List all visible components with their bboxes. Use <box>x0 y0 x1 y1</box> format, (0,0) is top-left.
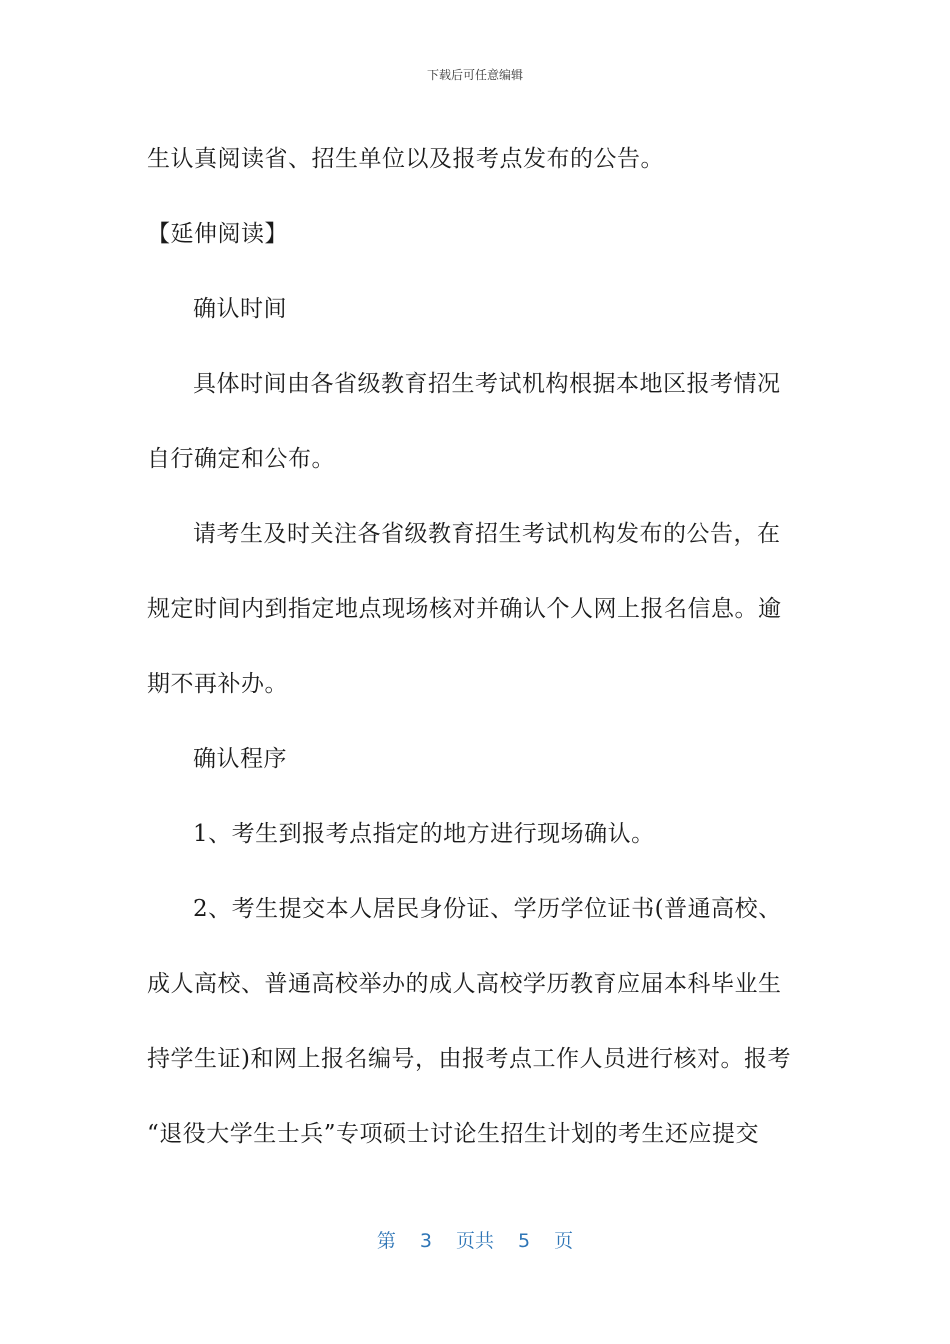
list-item: 1、考生到报考点指定的地方进行现场确认。 <box>193 821 655 847</box>
page-number-footer <box>0 1226 950 1253</box>
paragraph-line: “退役大学生士兵”专项硕士讨论生招生计划的考生还应提交 <box>147 1121 760 1147</box>
document-body <box>147 122 807 1172</box>
paragraph-line: 持学生证)和网上报名编号，由报考点工作人员进行核对。报考 <box>147 1046 791 1072</box>
paragraph-line: 期不再补办。 <box>147 671 288 697</box>
page-header-note: 下载后可任意编辑 <box>426 68 523 82</box>
paragraph-line: 具体时间由各省级教育招生考试机构根据本地区报考情况 <box>193 371 781 397</box>
list-item: 2、考生提交本人居民身份证、学历学位证书(普通高校、 <box>193 896 782 922</box>
paragraph-line: 规定时间内到指定地点现场核对并确认个人网上报名信息。逾 <box>147 596 782 622</box>
section-heading-confirm-procedure: 确认程序 <box>193 746 287 772</box>
paragraph-line: 自行确定和公布。 <box>147 446 335 472</box>
paragraph-line: 成人高校、普通高校举办的成人高校学历教育应届本科毕业生 <box>147 971 782 997</box>
paragraph-line: 请考生及时关注各省级教育招生考试机构发布的公告，在 <box>193 521 781 547</box>
paragraph-line: 生认真阅读省、招生单位以及报考点发布的公告。 <box>147 146 664 172</box>
section-heading-confirm-time: 确认时间 <box>193 296 287 322</box>
extended-reading-heading: 【延伸阅读】 <box>147 221 288 247</box>
page-number-label: 第 3 页共 5 页 <box>376 1230 574 1252</box>
